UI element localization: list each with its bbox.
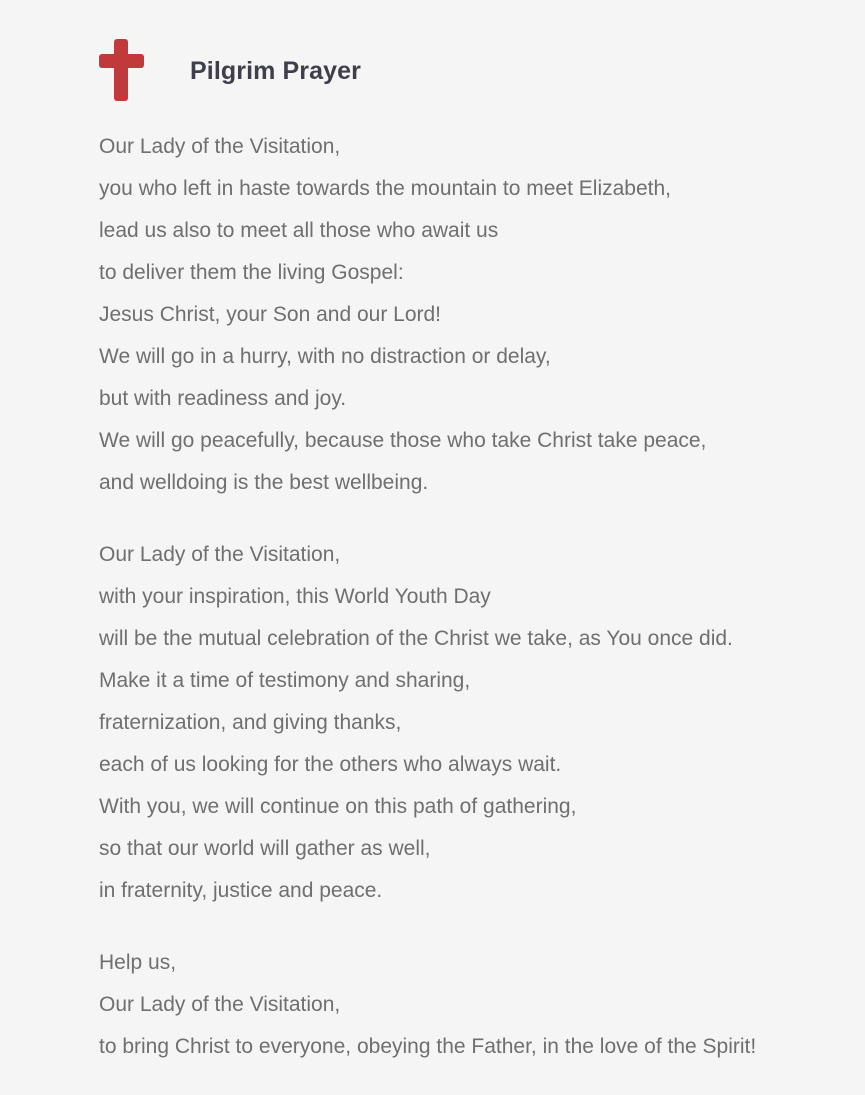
prayer-line: With you, we will continue on this path of gathering, bbox=[99, 795, 577, 818]
prayer-line: Our Lady of the Visitation, bbox=[99, 543, 341, 566]
prayer-line: you who left in haste towards the mountain to meet Elizabeth, bbox=[99, 177, 671, 200]
prayer-line: and welldoing is the best wellbeing. bbox=[99, 471, 429, 494]
prayer-line: Jesus Christ, your Son and our Lord! bbox=[99, 303, 442, 326]
prayer-line: with your inspiration, this World Youth Day bbox=[99, 585, 491, 608]
prayer-line: will be the mutual celebration of the Christ we take, as You once did. bbox=[99, 627, 733, 650]
prayer-line: fraternization, and giving thanks, bbox=[99, 711, 402, 734]
prayer-line: lead us also to meet all those who await us bbox=[99, 219, 499, 242]
prayer-line: Make it a time of testimony and sharing, bbox=[99, 669, 471, 692]
prayer-line: Our Lady of the Visitation, bbox=[99, 993, 341, 1016]
prayer-line: Help us, bbox=[99, 951, 177, 974]
prayer-line: each of us looking for the others who always wait. bbox=[99, 753, 562, 776]
prayer-line: We will go peacefully, because those who take Christ take peace, bbox=[99, 429, 707, 452]
prayer-line: to deliver them the living Gospel: bbox=[99, 261, 404, 284]
page-title: Pilgrim Prayer bbox=[190, 56, 361, 85]
prayer-header bbox=[99, 39, 361, 101]
prayer-line: Our Lady of the Visitation, bbox=[99, 135, 341, 158]
prayer-line: We will go in a hurry, with no distraction or delay, bbox=[99, 345, 551, 368]
stanza-1 bbox=[99, 126, 839, 504]
cross-icon bbox=[99, 39, 144, 101]
prayer-text bbox=[99, 126, 839, 1095]
prayer-line: to bring Christ to everyone, obeying the Father, in the love of the Spirit! bbox=[99, 1035, 757, 1058]
prayer-line: so that our world will gather as well, bbox=[99, 837, 431, 860]
prayer-line: in fraternity, justice and peace. bbox=[99, 879, 383, 902]
prayer-line: but with readiness and joy. bbox=[99, 387, 347, 410]
stanza-3 bbox=[99, 942, 839, 1068]
stanza-2 bbox=[99, 534, 839, 912]
